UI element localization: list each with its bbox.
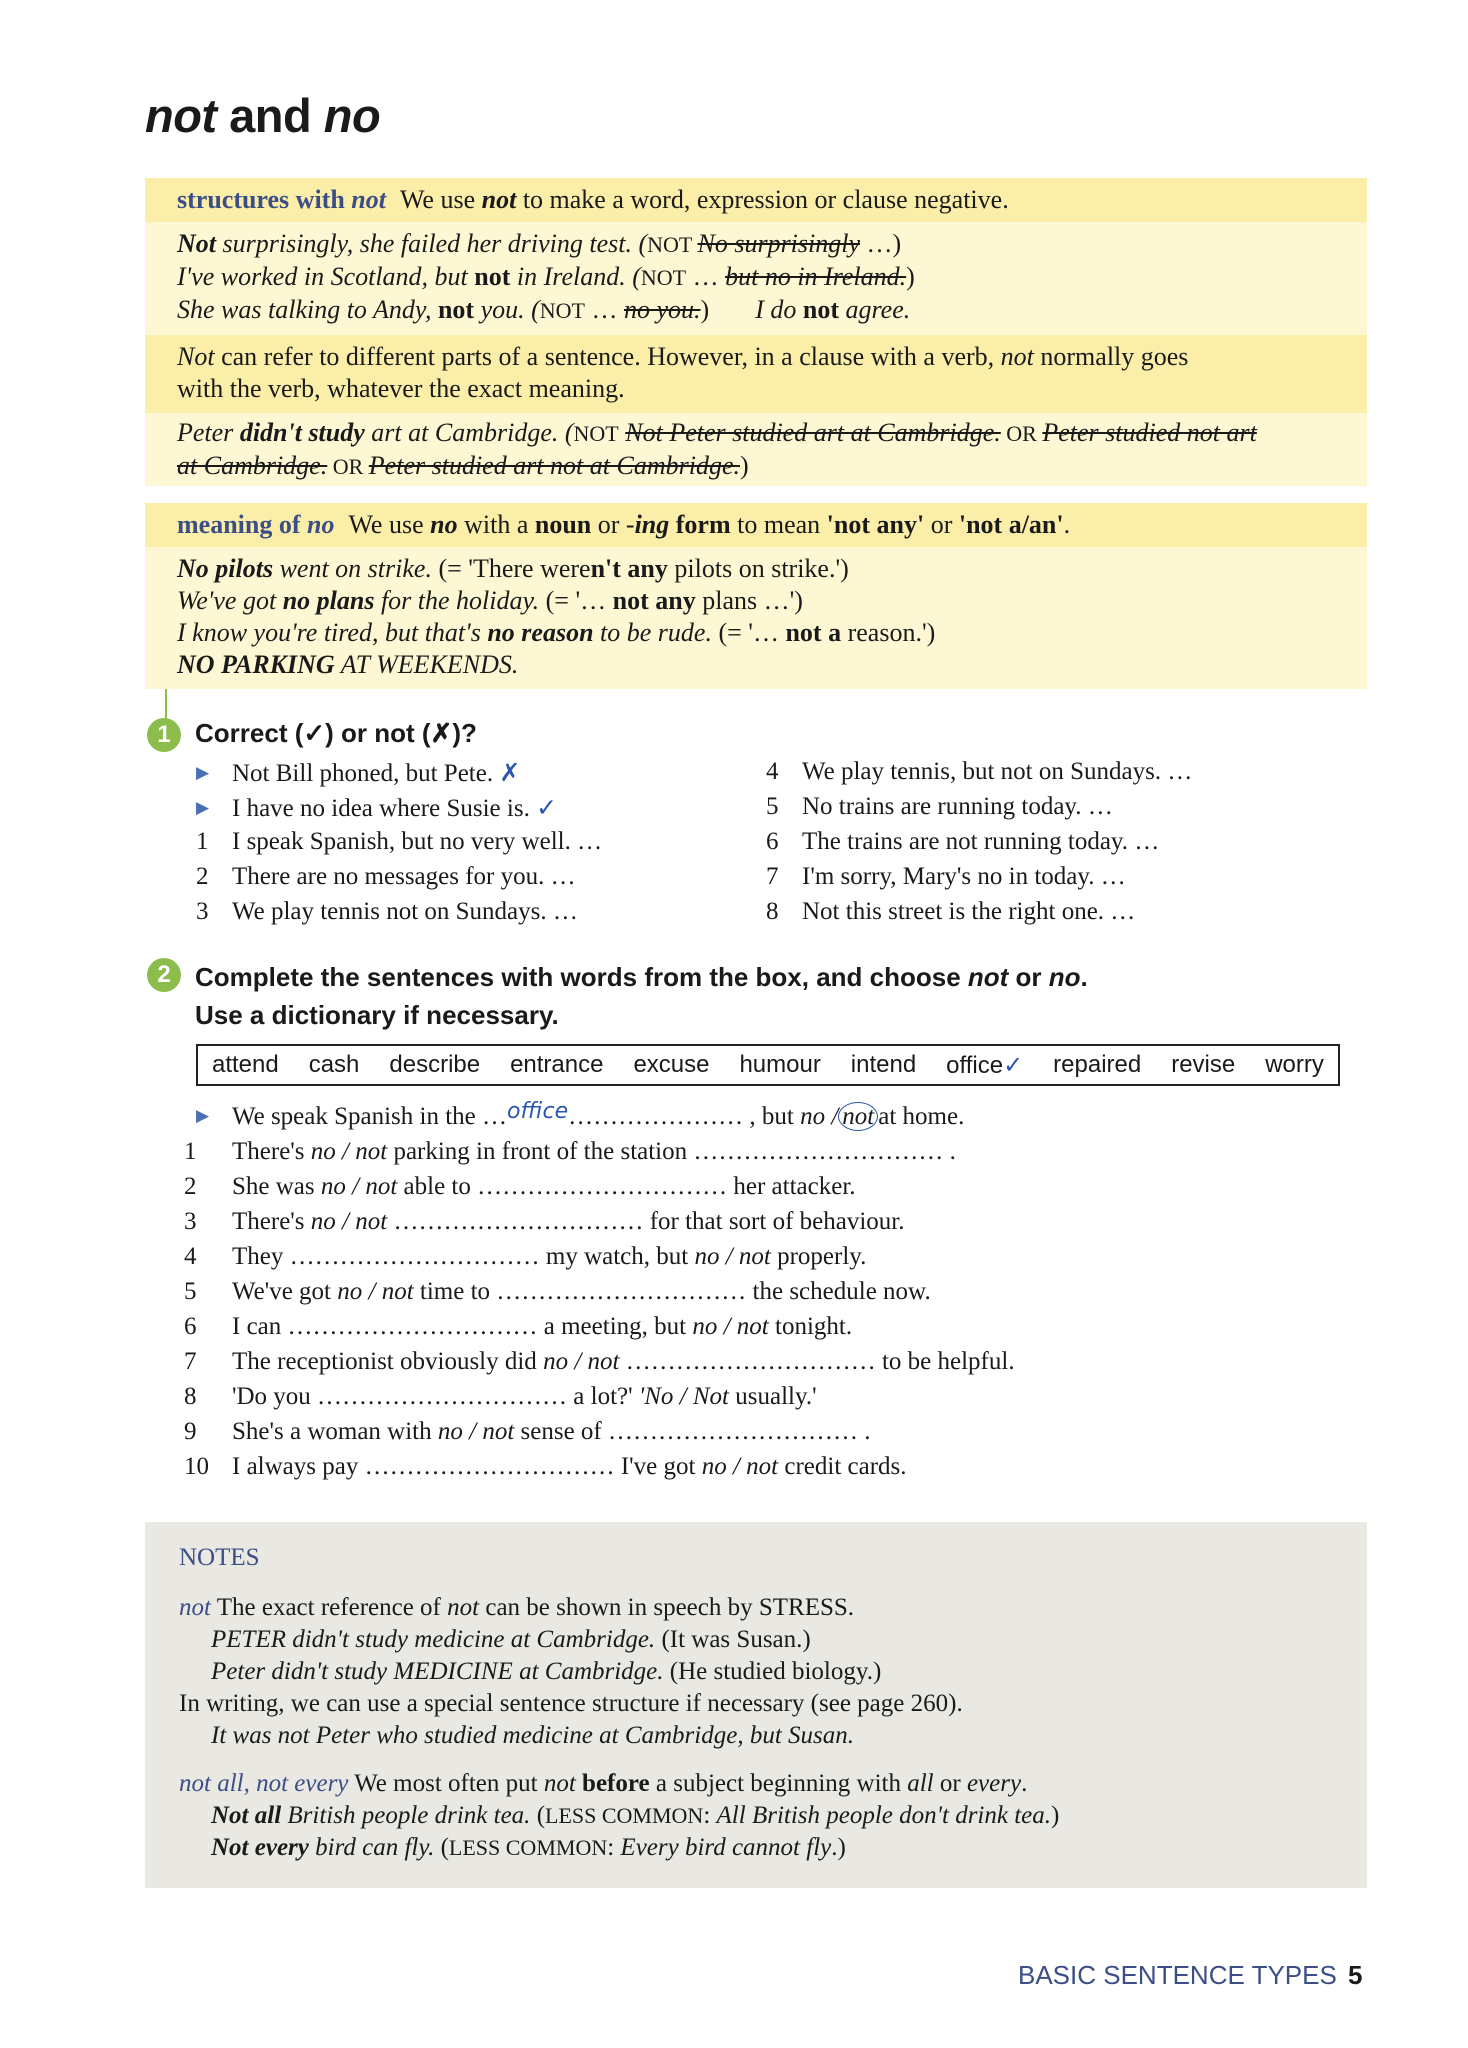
word: worry [1265,1051,1324,1078]
section-header [145,503,1367,547]
notes-box [145,1522,1367,1888]
note-line: It was not Peter who studied medicine at Cambridge, but Susan. [211,1722,855,1749]
exercise-2-title: Complete the sentences with words from the box, and choose not or no. Use a dictionary if necessary. [195,962,1088,1030]
footer-section: BASIC SENTENCE TYPES [1018,1960,1337,1990]
section-intro: We use no with a noun or -ing form to mean 'not any' or 'not a/an'. [348,510,1071,539]
word-box [196,1044,1340,1086]
exercise-2-item: 4 They ………………………… my watch, but no / not properly. [184,1243,867,1270]
word: humour [739,1051,821,1078]
example-line: at Cambridge. OR Peter studied art not at Cambridge.) [177,451,749,480]
rule-bar: Not can refer to different parts of a sentence. However, in a clause with a verb, not normally goes with the verb, whatever the exact meaning. [145,335,1367,413]
examples-block [145,222,1367,335]
exercise-2-item: 1 There's no / not parking in front of the station ………………………… . [184,1138,956,1165]
exercise-1-item: 2 There are no messages for you. … [196,863,576,890]
exercise-2-badge: 2 [147,958,181,992]
check-icon: ✓ [1003,1050,1024,1079]
exercise-1-item: 8 Not this street is the right one. … [766,898,1136,925]
exercise-2-item: 9 She's a woman with no / not sense of ………………………… . [184,1418,871,1445]
exercise-1-item: 3 We play tennis not on Sundays. … [196,898,578,925]
exercise-2-item: 10 I always pay ………………………… I've got no / not credit cards. [184,1453,907,1480]
word: cash [308,1051,360,1078]
example-line: Peter didn't study art at Cambridge. (NOT Not Peter studied art at Cambridge. OR Peter studied not art [177,418,1257,447]
exercise-1-item: 1 I speak Spanish, but no very well. … [196,828,603,855]
section-structures-with-not [145,178,1367,486]
examples-block [145,547,1367,689]
exercise-1-title: Correct (✓) or not (✗)? [195,718,477,748]
note-line: Not all British people drink tea. (LESS COMMON: All British people don't drink tea.) [211,1802,1060,1829]
exercise-1-item: ▶ I have no idea where Susie is. ✓ [196,793,558,822]
section-meaning-of-no [145,503,1367,689]
example-line: I've worked in Scotland, but not in Ireland. (NOT … but no in Ireland.) [177,262,915,291]
connector-line [165,689,167,719]
section-intro: We use not to make a word, expression or clause negative. [399,185,1009,214]
exercise-1-item: 6 The trains are not running today. … [766,828,1160,855]
exercise-1-item: 4 We play tennis, but not on Sundays. … [766,758,1193,785]
word: attend [212,1051,279,1078]
word: repaired [1053,1051,1142,1078]
word: describe [389,1051,481,1078]
example-line: NO PARKING AT WEEKENDS. [177,650,519,679]
note-line: not all, not every We most often put not before a subject beginning with all or every. [179,1770,1028,1797]
example-line: She was talking to Andy, not you. (NOT … no you.) I do not agree. [177,295,911,324]
section-heading: meaning of no [177,510,335,539]
exercise-2-item: 8 'Do you ………………………… a lot?' 'No / Not usually.' [184,1383,817,1410]
exercise-2-item: 2 She was no / not able to ………………………… her attacker. [184,1173,856,1200]
exercise-1-item: 5 No trains are running today. … [766,793,1113,820]
exercise-2-item: 7 The receptionist obviously did no / not ………………………… to be helpful. [184,1348,1015,1375]
examples-block [145,413,1367,491]
exercise-1-item: 7 I'm sorry, Mary's no in today. … [766,863,1126,890]
example-line: Not surprisingly, she failed her driving test. (NOT No surprisingly …) [177,229,902,258]
example-line: We've got no plans for the holiday. (= '… not any plans …') [177,586,803,615]
note-line: Peter didn't study MEDICINE at Cambridge. (He studied biology.) [211,1658,882,1685]
page-title: not and no [145,89,381,142]
example-line: I know you're tired, but that's no reason to be rude. (= '… not a reason.') [177,618,936,647]
exercise-1-item: ▶ Not Bill phoned, but Pete. ✗ [196,758,521,787]
section-heading: structures with not [177,185,386,214]
exercise-1-badge: 1 [147,718,181,752]
word: revise [1171,1051,1236,1078]
word: intend [850,1051,917,1078]
exercise-2-example: ▶ We speak Spanish in the …office………………… , but no / not at home. [196,1099,965,1130]
note-line: Not every bird can fly. (LESS COMMON: Every bird cannot fly.) [211,1834,846,1861]
notes-heading: NOTES [179,1544,260,1571]
example-line: No pilots went on strike. (= 'There weren't any pilots on strike.') [177,554,849,583]
page-number: 5 [1348,1960,1363,1990]
note-line: not The exact reference of not can be shown in speech by STRESS. [179,1594,855,1621]
exercise-2-item: 3 There's no / not ………………………… for that sort of behaviour. [184,1208,905,1235]
word: entrance [510,1051,604,1078]
note-line: PETER didn't study medicine at Cambridge. (It was Susan.) [211,1626,811,1653]
word: excuse [633,1051,710,1078]
exercise-2-item: 5 We've got no / not time to ………………………… the schedule now. [184,1278,931,1305]
exercise-2-item: 6 I can ………………………… a meeting, but no / not tonight. [184,1313,853,1340]
note-line: In writing, we can use a special sentence structure if necessary (see page 260). [179,1690,963,1717]
section-header [145,178,1367,222]
word: office✓ [946,1050,1024,1079]
